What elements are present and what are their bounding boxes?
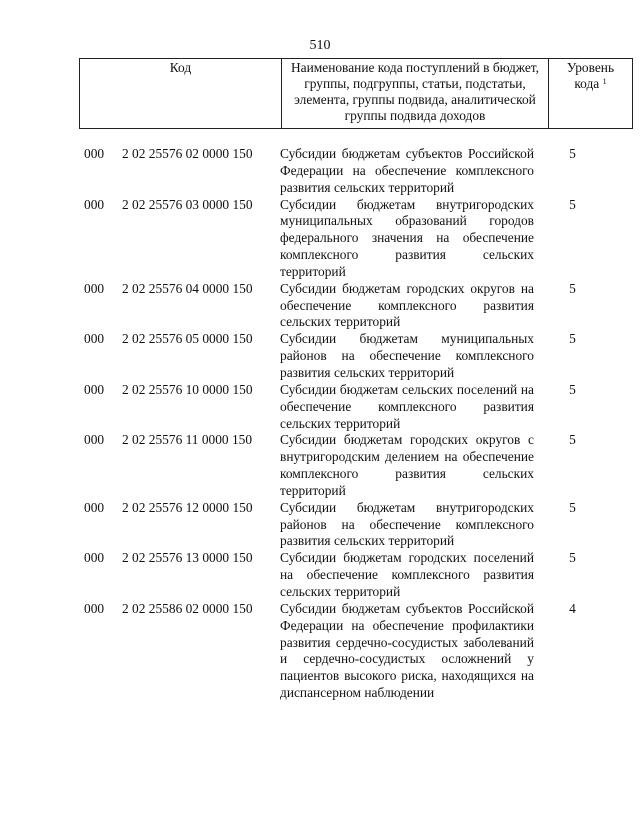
revenue-code-cell: 2 02 25576 04 0000 150 [122,280,253,296]
revenue-name-cell: Субсидии бюджетам городских округов с внутригородским делением на обеспечение комплексного развития сельских территорий [280,432,534,498]
revenue-name-cell: Субсидии бюджетам внутригородских районов на обеспечение комплексного развития сельских территорий [280,499,534,549]
page-number: 510 [309,38,331,53]
revenue-name-cell: Субсидии бюджетам субъектов Российской Федерации на обеспечение комплексного развития сельских территорий [280,146,534,195]
code-level-cell: 5 [569,331,576,347]
revenue-code-cell: 2 02 25576 03 0000 150 [122,196,253,212]
footnote-marker: 1 [602,77,607,86]
revenue-code-cell: 2 02 25576 13 0000 150 [122,550,253,566]
table-row [84,382,611,432]
code-level-cell: 5 [569,499,576,515]
table-row [84,550,611,600]
table-row [84,500,611,550]
revenue-name-cell: Субсидии бюджетам сельских поселений на обеспечение комплексного развития сельских территорий [280,381,534,431]
column-header-code-label: Код [169,60,192,75]
column-header-level [549,59,633,129]
admin-code-cell: 000 [84,381,105,397]
revenue-code-cell: 2 02 25576 11 0000 150 [122,432,253,448]
code-level-cell: 5 [569,146,576,161]
admin-code-cell: 000 [84,331,105,347]
code-level-cell: 5 [569,550,576,566]
revenue-name-cell: Субсидии бюджетам городских округов на обеспечение комплексного развития сельских территорий [280,280,534,330]
code-level-cell: 5 [569,432,576,448]
code-level-cell: 4 [569,601,576,617]
table-body [84,146,611,702]
table-row [84,331,611,381]
admin-code-cell: 000 [84,196,105,212]
revenue-name-cell: Субсидии бюджетам муниципальных районов на обеспечение комплексного развития сельских территорий [280,331,534,380]
table-row [84,146,611,196]
revenue-code-cell: 2 02 25586 02 0000 150 [122,601,253,617]
admin-code-cell: 000 [84,146,105,161]
admin-code-cell: 000 [84,550,105,566]
admin-code-cell: 000 [84,432,105,448]
code-level-cell: 5 [569,381,576,397]
column-header-name-label: Наименование кода поступлений в бюджет, группы, подгруппы, статьи, подстатьи, элемента, группы подвида, аналитической группы подвида доходов [291,60,539,123]
code-level-cell: 5 [569,280,576,296]
code-level-cell: 5 [569,196,576,212]
column-header-name [282,59,549,129]
admin-code-cell: 000 [84,499,105,515]
table-row [84,432,611,499]
revenue-code-cell: 2 02 25576 02 0000 150 [122,146,253,161]
table-row [84,197,611,281]
table-header-row [80,59,633,129]
revenue-name-cell: Субсидии бюджетам внутригородских муниципальных образований городов федерального значения на обеспечение комплексного развития сельских территорий [280,196,534,279]
revenue-code-cell: 2 02 25576 12 0000 150 [122,499,253,515]
table-header [79,58,633,129]
admin-code-cell: 000 [84,601,105,617]
revenue-name-cell: Субсидии бюджетам городских поселений на обеспечение комплексного развития сельских территорий [280,550,534,600]
revenue-code-cell: 2 02 25576 05 0000 150 [122,331,253,347]
admin-code-cell: 000 [84,280,105,296]
table-row [84,601,611,702]
column-header-code [80,59,282,129]
table-row [84,281,611,331]
column-header-level-label: Уровень кода [566,60,615,91]
revenue-name-cell: Субсидии бюджетам субъектов Российской Федерации на обеспечение профилактики развития сердечно-сосудистых заболеваний и сердечно-сосудистых осложнений у пациентов высокого риска, находящихся на диспансерном наблюдении [280,601,534,700]
revenue-code-cell: 2 02 25576 10 0000 150 [122,381,253,397]
